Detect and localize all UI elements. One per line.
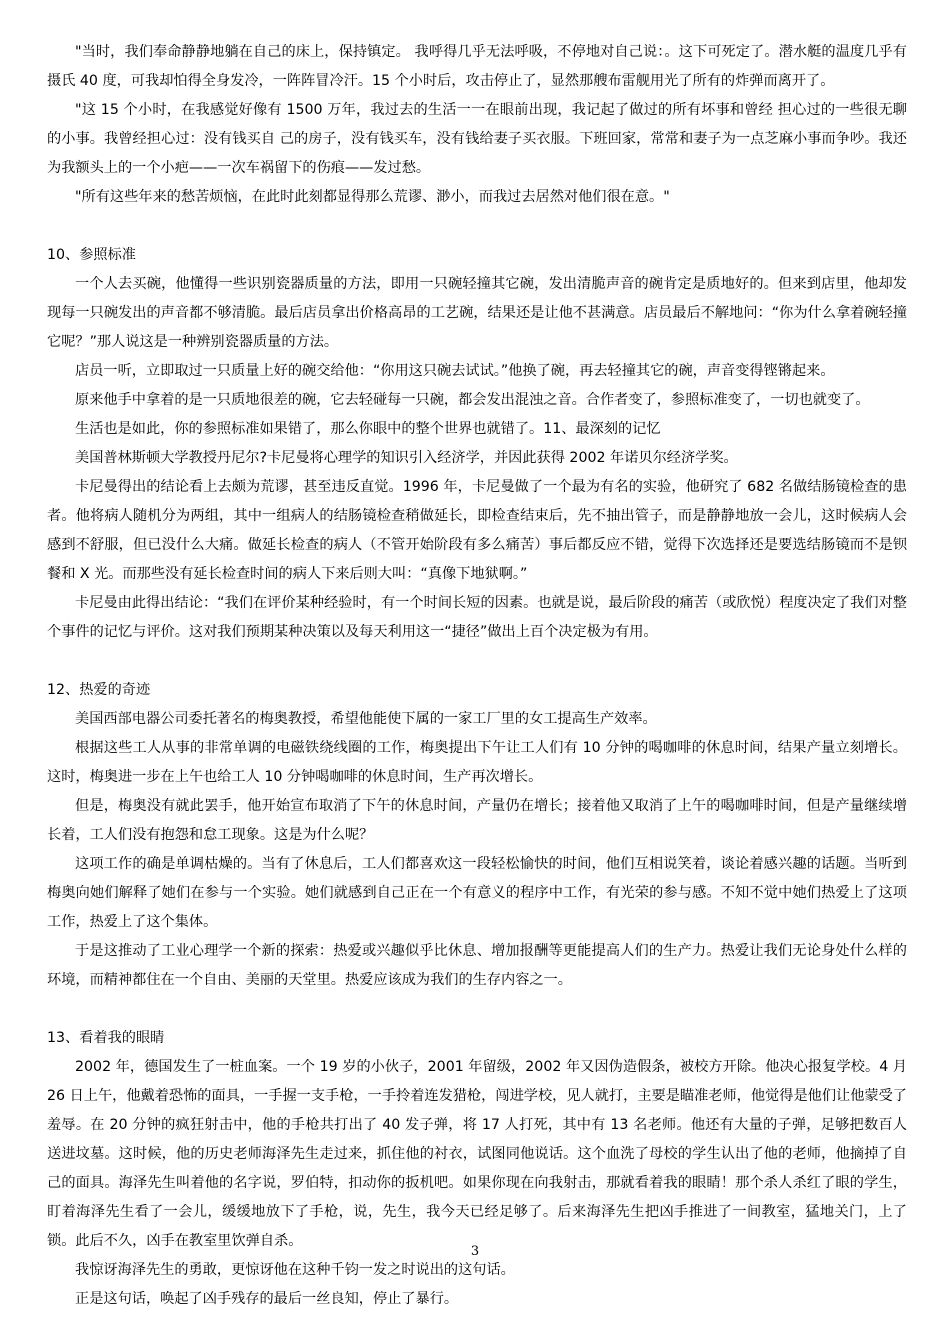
section-gap: [47, 995, 907, 1024]
section-heading-10: 10、参照标准: [47, 247, 136, 263]
paragraph: 一个人去买碗，他懂得一些识别瓷器质量的方法，即用一只碗轻撞其它碗，发出清脆声音的碗肯定是质地好的。但来到店里，他却发现每一只碗发出的声音都不够清脆。最后店员拿出价格高昂的工艺碗，结果还是让他不甚满意。店员最后不解地问：“你为什么拿着碗轻撞它呢？”那人说这是一种辨别瓷器质量的方法。: [47, 276, 907, 350]
paragraph: "这 15 个小时，在我感觉好像有 1500 万年，我过去的生活一一在眼前出现，我记起了做过的所有坏事和曾经 担心过的一些很无聊的小事。我曾经担心过：没有钱买自 己的房子，没有钱买车，没有钱给妻子买衣服。下班回家，常常和妻子为一点芝麻小事而争吵。我还为我额头上的一个小疤——一次车祸留下的伤痕——发过愁。: [47, 102, 907, 176]
page-number: 3: [470, 1244, 480, 1259]
paragraph: 店员一听，立即取过一只质量上好的碗交给他：“你用这只碗去试试。”他换了碗，再去轻撞其它的碗，声音变得铿锵起来。: [75, 363, 835, 379]
paragraph: 美国西部电器公司委托著名的梅奥教授，希望他能使下属的一家工厂里的女工提高生产效率。: [75, 711, 657, 727]
paragraph: 2002 年，德国发生了一桩血案。一个 19 岁的小伙子，2001 年留级，2002 年又因伪造假条，被校方开除。他决心报复学校。4 月 26 日上午，他戴着恐怖的面具，一手握一支手枪，一手拎着连发猎枪，闯进学校，见人就打，主要是瞄准老师，他觉得是他们让他蒙受了羞辱。在 20 分钟的疯狂射击中，他的手枪共打出了 40 发子弹，将 17 人打死，其中有 13 名老师。他还有大量的子弹，足够把数百人送进坟墓。这时候，他的历史老师海泽先生走过来，抓住他的衬衣，试图同他说话。这个血洗了母校的学生认出了他的老师，他摘掉了自己的面具。海泽先生叫着他的名字说，罗伯特，扣动你的扳机吧。如果你现在向我射击，那就看着我的眼睛！那个杀人杀红了眼的学生，盯着海泽先生看了一会儿，缓缓地放下了手枪，说，先生，我今天已经足够了。后来海泽先生把凶手推进了一间教室，猛地关门，上了锁。此后不久，凶手在教室里饮弹自杀。: [47, 1059, 907, 1249]
paragraph: 这项工作的确是单调枯燥的。当有了休息后，工人们都喜欢这一段轻松愉快的时间，他们互相说笑着，谈论着感兴趣的话题。当听到梅奥向她们解释了她们在参与一个实验。她们就感到自己正在一个有意义的程序中工作，有光荣的参与感。不知不觉中她们热爱上了这项工作，热爱上了这个集体。: [47, 856, 907, 930]
paragraph: 于是这推动了工业心理学一个新的探索：热爱或兴趣似乎比休息、增加报酬等更能提高人们的生产力。热爱让我们无论身处什么样的环境，而精神都住在一个自由、美丽的天堂里。热爱应该成为我们的生存内容之一。: [47, 943, 907, 988]
paragraph: 原来他手中拿着的是一只质地很差的碗，它去轻碰每一只碗，都会发出混浊之音。合作者变了，参照标准变了，一切也就变了。: [75, 392, 870, 408]
section-heading-13: 13、看着我的眼睛: [47, 1030, 165, 1046]
paragraph: 卡尼曼由此得出结论：“我们在评价某种经验时，有一个时间长短的因素。也就是说，最后阶段的痛苦（或欣悦）程度决定了我们对整个事件的记忆与评价。这对我们预期某种决策以及每天利用这一“捷径”做出上百个决定极为有用。: [47, 595, 907, 640]
section-gap: [47, 647, 907, 676]
paragraph: 我惊讶海泽先生的勇敢，更惊讶他在这种千钧一发之时说出的这句话。: [75, 1262, 515, 1278]
document-page: [47, 38, 907, 1314]
paragraph: 根据这些工人从事的非常单调的电磁铁绕线圈的工作，梅奥提出下午让工人们有 10 分钟的喝咖啡的休息时间，结果产量立刻增长。这时，梅奥进一步在上午也给工人 10 分钟喝咖啡的休息时间，生产再次增长。: [47, 740, 907, 785]
paragraph: 正是这句话，唤起了凶手残存的最后一丝良知，停止了暴行。: [75, 1291, 459, 1307]
paragraph: 美国普林斯顿大学教授丹尼尔?卡尼曼将心理学的知识引入经济学，并因此获得 2002 年诺贝尔经济学奖。: [75, 450, 738, 466]
paragraph: 生活也是如此，你的参照标准如果错了，那么你眼中的整个世界也就错了。11、最深刻的记忆: [75, 421, 661, 437]
paragraph: "所有这些年来的愁苦烦恼，在此时此刻都显得那么荒谬、渺小，而我过去居然对他们很在意。": [75, 189, 670, 205]
paragraph: 但是，梅奥没有就此罢手，他开始宣布取消了下午的休息时间，产量仍在增长；接着他又取消了上午的喝咖啡时间，但是产量继续增长着，工人们没有抱怨和怠工现象。这是为什么呢？: [47, 798, 907, 843]
paragraph: 卡尼曼得出的结论看上去颇为荒谬，甚至违反直觉。1996 年，卡尼曼做了一个最为有名的实验，他研究了 682 名做结肠镜检查的患者。他将病人随机分为两组，其中一组病人的结肠镜检查稍做延长，即检查结束后，先不抽出管子，而是静静地放一会儿，这时候病人会感到不舒服，但已没什么大痛。做延长检查的病人（不管开始阶段有多么痛苦）事后都反应不错，觉得下次选择还是要选结肠镜而不是钡餐和 X 光。而那些没有延长检查时间的病人下来后则大叫：“真像下地狱啊。”: [47, 479, 907, 582]
section-gap: [47, 212, 907, 241]
paragraph: "当时，我们奉命静静地躺在自己的床上，保持镇定。 我呼得几乎无法呼吸，不停地对自己说：。这下可死定了。潜水艇的温度几乎有摄氏 40 度，可我却怕得全身发冷，一阵阵冒冷汗。15 个小时后，攻击停止了，显然那艘布雷舰用光了所有的炸弹而离开了。: [47, 44, 907, 89]
section-heading-12: 12、热爱的奇迹: [47, 682, 151, 698]
